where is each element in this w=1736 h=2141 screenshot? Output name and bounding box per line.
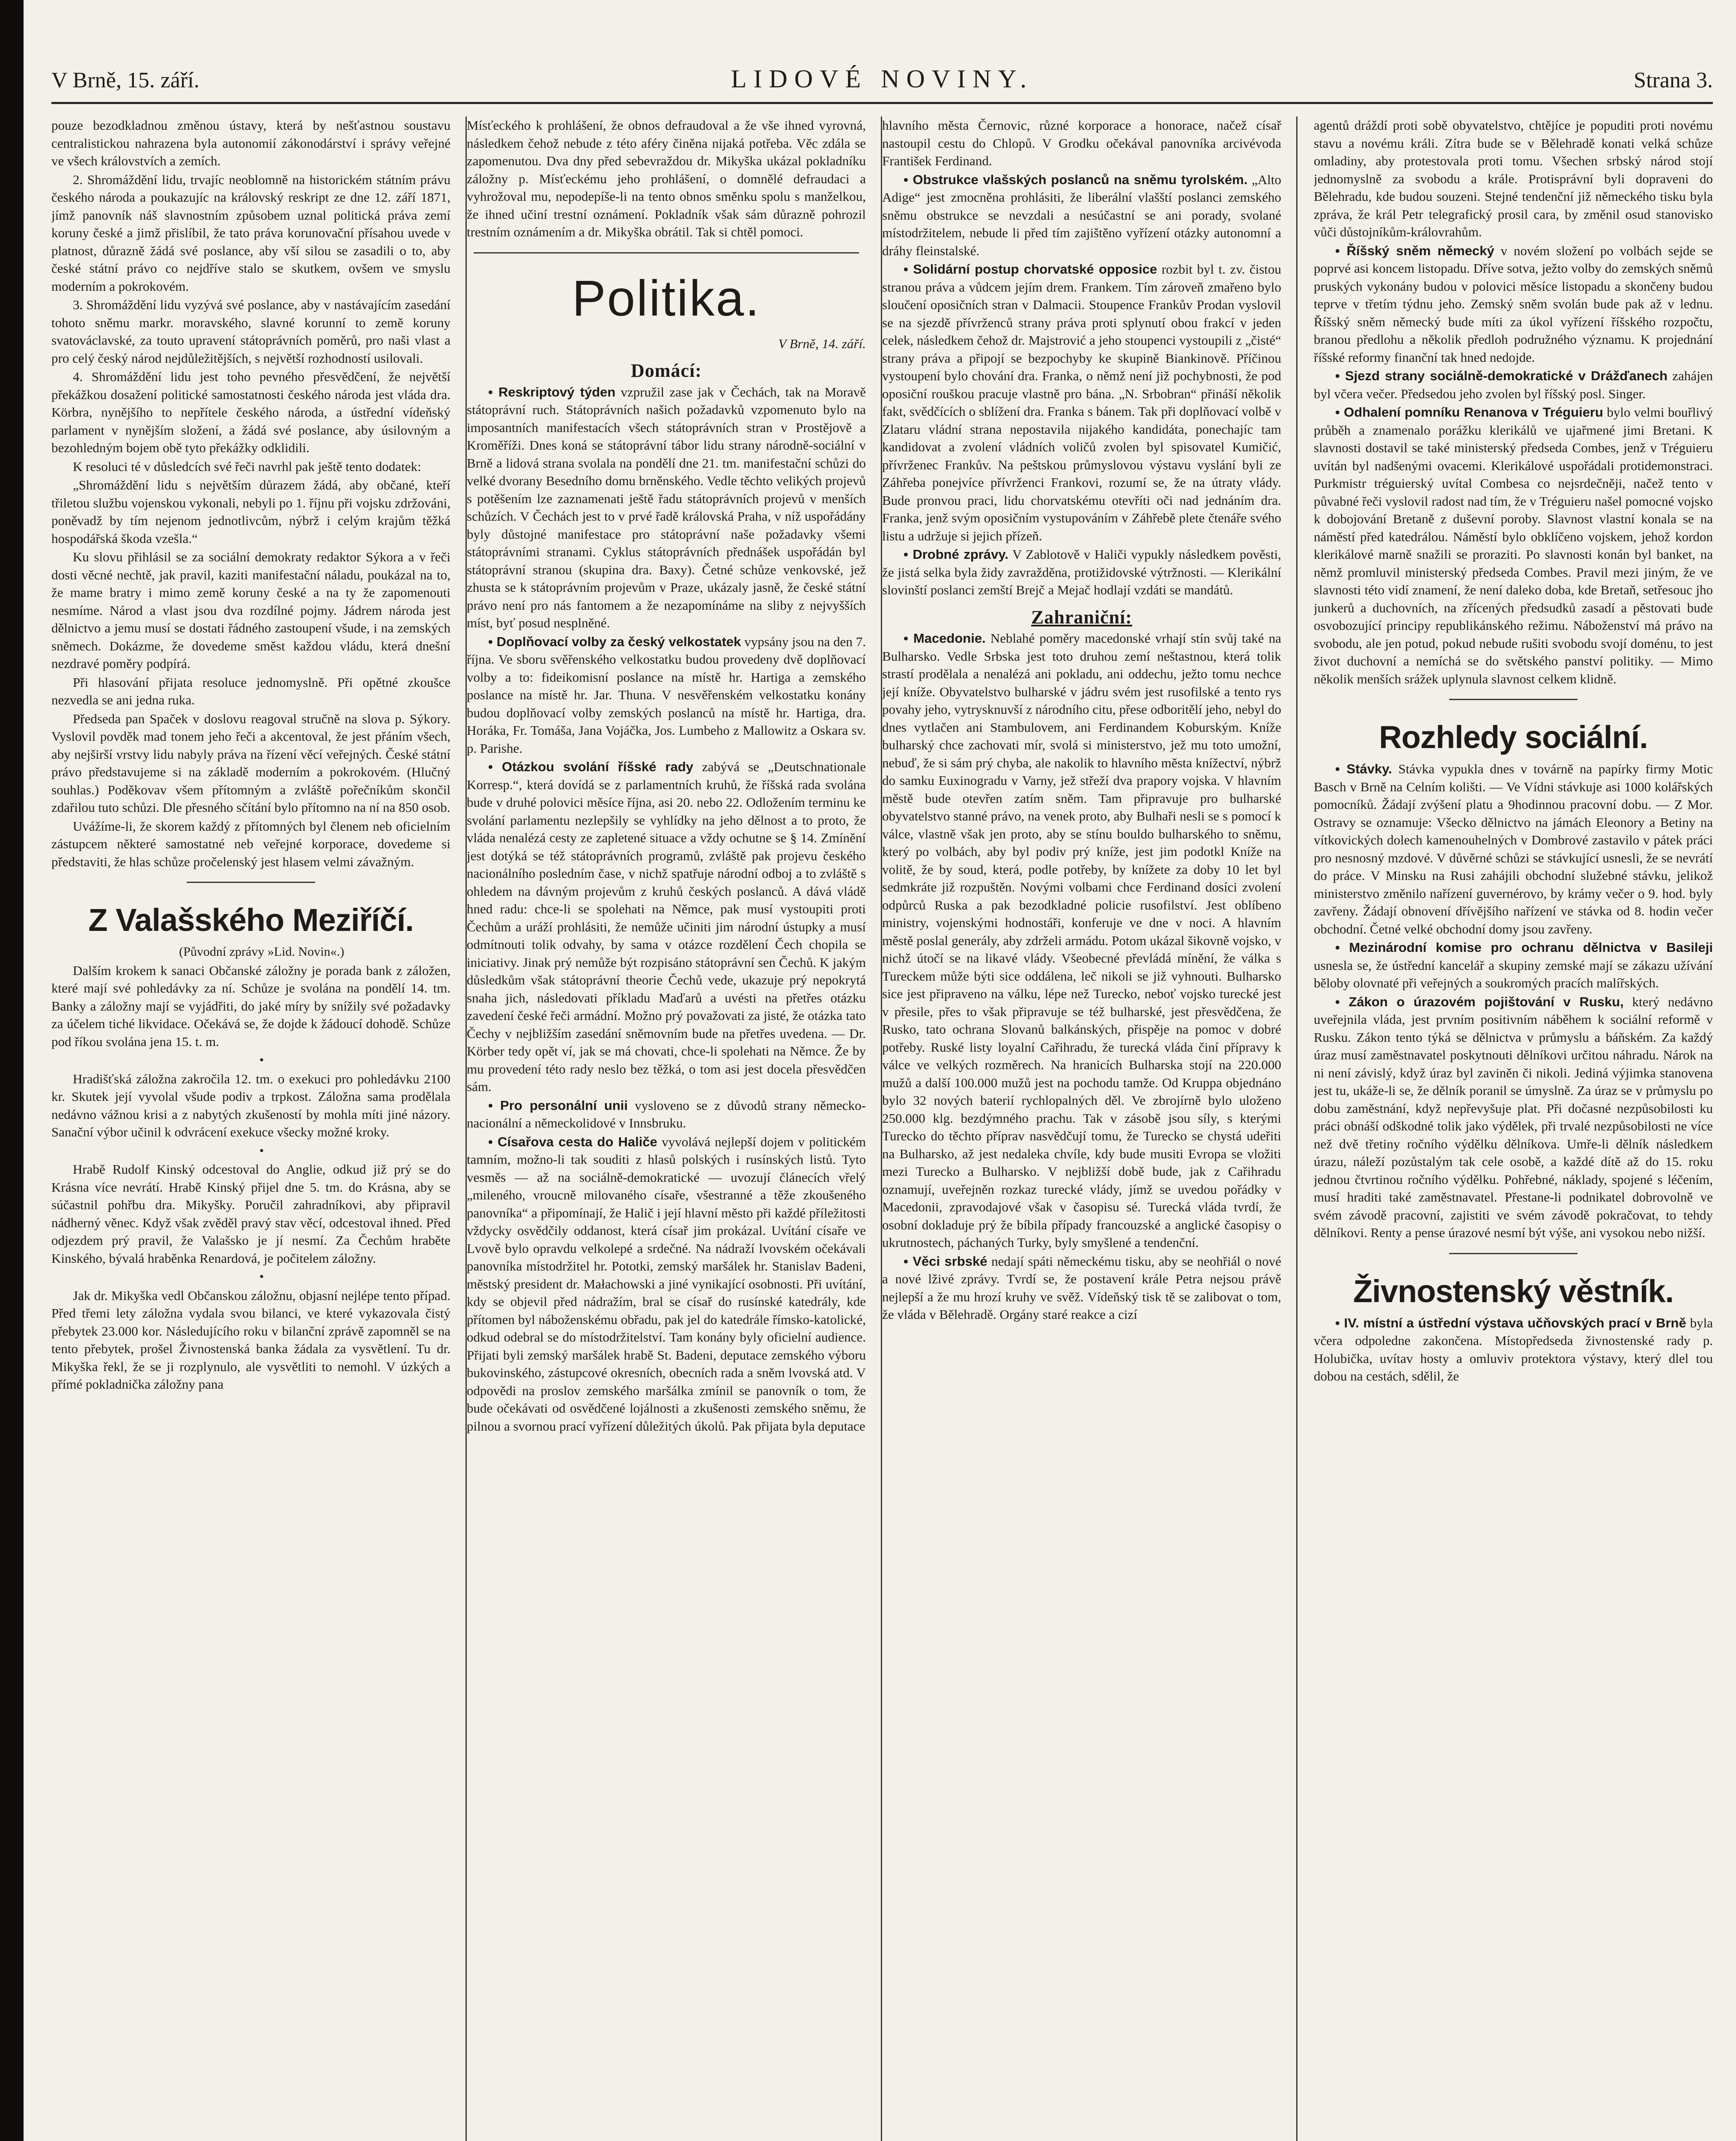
section-title-politika: Politika.	[572, 270, 761, 327]
dateline: V Brně, 14. září.	[778, 336, 866, 351]
article	[1314, 760, 1713, 938]
article	[882, 1252, 1281, 1324]
separator-star: •	[259, 1270, 264, 1284]
article-heading: • Císařova cesta do Haliče	[488, 1134, 657, 1149]
paragraph: K resoluci té v důsledcích své řeči navrhl pak ještě tento dodatek:	[73, 459, 421, 474]
article-body: zabývá se „Deutschnationale Korresp.“, která dovídá se z parlamentních kruhů, že říšská rada svolána bude v druhé polovici měsíce října, asi 20. nebo 22. Odložením terminu ke svolání parlamentu nezlepšily se vyhlídky na jeho dělnost a to proto, že vláda nenalézá cesty ze zapletené situace a vždy ochutne se § 14. Zmínění jest dotýká se též státoprávních programů, zvláště pak projevu českého nacionálního posledním čase, v nichž spatřuje národní odboj a to zvláště s ohledem na dávným projevům z kruhů českých poslanců. A dává vládě hned radu: chce-li se spolehati na Němce, pak musí vystoupiti proti Čechům a uráží prohlásiti, že nemůže učiniti jim národní ústupky a musí odmítnouti tolik odvahy, by sama v otázce rozdělení Čech chopila se iniciativy. Jinak prý nemůže být rozpisáno státoprávní sen Čechů. K jakým důsledkům však státoprávní theorie Čechů vede, ukazuje prý nepokrytá snaha jich, následovati příkladu Maďarů a uvésti na přetřes otázku zavedení české řeči armádní. Možno prý považovati za jisté, že otázka tato Čechy v nejbližším zasedání sněmovním bude na přetřes uvedena. — Dr. Körber tedy opět ví, jak se má chovati, chce-li spolehati na Němce. Že by mu provedení této rady neslo bez těžká, o tom asi jest docela přesvědčen sám.	[467, 759, 866, 1094]
article-heading: • Stávky.	[1335, 761, 1392, 776]
article-heading: • IV. místní a ústřední výstava učňovských prací v Brně	[1335, 1315, 1686, 1330]
article	[1314, 367, 1713, 403]
article	[882, 546, 1281, 599]
article-heading: • Pro personální unii	[488, 1097, 628, 1113]
article	[882, 260, 1281, 545]
article-heading: • Macedonie.	[904, 631, 986, 646]
section-divider	[474, 252, 859, 253]
article-heading: • Otázkou svolání říšské rady	[488, 759, 694, 774]
article	[1314, 1314, 1713, 1385]
article-body: který nedávno uveřejnila vláda, jest prvním positivním náběhem k sociální reformě v Rusku. Zákon tento týká se dělnictva v průmyslu a báňském. Za každý úraz musí zaměstnavatel poskytnouti dělníkovi určitou náhradu. Nárok na ni není závislý, když úraz byl zaviněn či nikoli. Jediná výjimka stanovena jest tu, ukáže-li se, že dělník poranil se úmyslně. Za úraz se v průmyslu po dobu zaměstnání, když nepřevyšuje plat. Při dočasné nezpůsobilosti ku práci obnáší odškodné tolik jako výdělek, při trvalé nezpůsobilosti ne více než dvě třetiny ročního výdělku dělníkova. Umře-li dělník následkem úrazu, náleží pozůstalým tak cele osobě, a každé dítě až do 15. roku jednou čtvrtinou ročního výdělku. Pohřebné, náklady, spojené s léčením, musí hraditi také zaměstnavatel. Přestane-li podnikatel dobrovolně ve svém závodě pracovní, zajistiti ve svém závodě pokračovat, to tehdy dělníkovi. Renty a pense úrazové nesmí být výše, ani vysokou nebo nižší.	[1314, 994, 1713, 1240]
separator-star: •	[259, 1143, 264, 1158]
paragraph: Hradišťská záložna zakročila 12. tm. o exekuci pro pohledávku 2100 kr. Skutek její vyvolal všude podiv a trpkost. Záložna sama prodělala nedávno vážnou krisi a z nabytých zkušeností by mohla míti jiné názory. Sanační výbor učinil k odvrácení exekuce všecky možné kroky.	[51, 1071, 450, 1139]
column-2	[467, 116, 866, 2141]
section-title-valassko: Z Valašského Meziříčí.	[88, 902, 414, 938]
article-body: V Zablotově v Haliči vypukly následkem pověsti, že jistá selka byla židy zavražděna, protižidovské výtržnosti. — Klerikální slovinští poslanci zemští Brejč a Mejač hodlají vzdáti se mandátů.	[882, 547, 1281, 597]
section-divider	[1449, 1253, 1578, 1254]
article-heading: • Sjezd strany sociálně-demokratické v Drážďanech	[1335, 368, 1668, 383]
article	[1314, 242, 1713, 367]
article-body: bylo velmi bouřlivý průběh a znamenalo porážku klerikálů ve ujařmené jimi Bretani. K slavnosti dostavil se také ministerský předseda Combes, jenž v Tréguieru uvítán byl nadšenými ovacemi. Klerikálové uspořádali protidemonstraci. Purkmistr tréguierský uvítal Combesa co nejsrdečněji, načež tento v půvabné řeči vyslovil radost nad tím, že v Tréguieru našel pomocné vojsko k dobojování Bretaně z duševní poroby. Slavnost vlastní konala se na náměstí před katedrálou. Náměstí bylo obklíčeno vojskem, jehož kordon klerikálové marně snažili se proraziti. Po slavnosti konán byl banket, na němž promluvil ministerský předseda Combes. Pravil mezi jiným, že ve slavnosti této vidí znamení, že není daleko doba, kde Bretaň, setřesouc jho junkerů a duchovních, na zřícených předsudků zasadí a pěstovati bude osvobozující principy republikánského režimu. Náboženství má právo na svobodu, ale jen potud, pokud nebude rušiti svobodu svojí doménu, to jest život duchovní a nemíchá se do světského panství politiky. — Mimo několik menších srážek uplynula slavnost celkem klidně.	[1314, 405, 1713, 686]
column-3	[882, 116, 1281, 2141]
article	[467, 633, 866, 757]
article	[1314, 403, 1713, 688]
article	[467, 383, 866, 632]
paragraph: Dalším krokem k sanaci Občanské záložny je porada bank z záložen, které mají své pohledávky za ní. Schůze je svolána na pondělí 14. tm. Banky a záložny mají se vyjádřiti, do jaké míry by snížily své požadavky za účelem tiché likvidace. Očekává se, že dojde k žádoucí dohodě. Schůze pod říkou svolána jena 15. t. m.	[51, 963, 450, 1049]
section-title-rozhledy: Rozhledy sociální.	[1379, 719, 1648, 755]
section-divider	[187, 882, 315, 883]
article-body: vyvolává nejlepší dojem v politickém tamním, možno-li tak souditi z hlasů polských i rusínských listů. Tyto vesměs — až na sociálně-demokratické — uvozují článecích vřelý „mileného, vroucně milovaného císaře, všestranné a těže zkoušeného panovníka“ a připomínají, že Halič i její hlavní město při každé příležitosti vždycky osvědčily oddanost, která císař jim prokázal. Uvítání císaře ve Lvově bylo opravdu velkolepé a srdečné. Na nádraží lvovském očekávali panovníka místodržitel hr. Pototki, zemský maršálek hr. Stanislav Badeni, městský president dr. Małachowski a jiné vynikající osobnosti. Při uvítání, kdy se objevil před nádražím, bral se císař do rusínské katedrály, kde přítomen byl náboženskému obřadu, pak jel do katedrále římsko-katolické, odkud odebral se do místodržitelství. Tam konány byly oficielní audience. Přijati byli zemský maršálek hrabě St. Badeni, deputace zemského výboru bukovinského, zástupcové okresních, obecních rada a sněm lvovská atd. V odpovědi na proslov zemského maršálka zmínil se panovník o tom, že bude očekávati od osvědčené lojálnosti a zkušenosti zemského sněmu, že pilnou a svornou prací vyřízení důležitých úkolů. Pak přijata byla deputace	[467, 1134, 866, 1434]
paragraph: pouze bezodkladnou změnou ústavy, která by nešťastnou soustavu centralistickou nahrazena byla autonomií zákonodárství i správy veřejné ve všech královstvích a zemích.	[51, 118, 450, 168]
article-body: zahájen byl včera večer. Předsedou jeho zvolen byl říšský posl. Singer.	[1314, 368, 1713, 401]
article	[1314, 939, 1713, 992]
section-title-zivnostensky: Živnostenský věstník.	[1353, 1273, 1674, 1309]
article	[467, 1097, 866, 1132]
article-body: vzpružil zase jak v Čechách, tak na Moravě státoprávní ruch. Státoprávních našich požadavků vzpomenuto bylo na imposantních manifestacích všech státoprávních stran v Prostějově a Kroměříži. Dnes koná se státoprávní tábor lidu strany národně-sociální v Brně a lidová strana svolala na pondělí dne 21. tm. manifestační schůzi do velké dvorany Besedního domu brněnského. Vedle těchto velikých projevů s potěšením lze zaznamenati ještě řadu státoprávních projevů v menších schůzích. V Čechách jest to v prvé řadě královská Praha, v níž uspořádány byly důstojné manifestace pro státoprávní naše požadavky všemi státoprávními stranami. Cyklus státoprávních přednášek uspořádán byl státoprávní stranou (skupina dra. Baxy). Četné schůze venkovské, jež zhusta se k státoprávním projevům v Praze, ukázaly jasně, že české státní právo není pro nás fantomem a že nezapomínáme na sliby z nejvyšších míst, byť posud nesplněné.	[467, 384, 866, 630]
separator-star: •	[259, 1053, 264, 1067]
article-body: nedají spáti německému tisku, aby se neohřiál o nové a nové lživé zprávy. Tvrdí se, že postavení krále Petra nejsou právě nejlepší a že mu hrozí kruhy ve svěž. Vídeňský tisk tě se zalibovat o tom, že vláda v Bělehradě. Orgány staré reakce a cizí	[882, 1253, 1281, 1322]
article-body: rozbit byl t. zv. čistou stranou práva a vůdcem jejím drem. Frankem. Tím zároveň zmařeno bylo sloučení oposičních stran v Dalmacii. Stoupence Frankův Prodan vyslovil se na sjezdě přívrženců strany práva proti splynutí obou frakcí v jeden celek, následkem čehož dr. Majstrović a jeho stoupenci vystoupili z „čisté“ strany práva a připojí se bezpochyby ke skupině Biankinově. Příčinou vystoupení bylo chování dra. Franka, o němž není již pochybnosti, že pod oposiční rouškou pracuje vlastně pro bána. „N. Srbobran“ přináší několik fakt, svědčících o sblížení dra. Franka s bánem. Tak při doplňovací volbě v Zlataru vládní strana nepostavila nijakého kandidáta, ponechajíc tam kandidovat a zvolení vládních voličů zvolen byl spisovatel Kumičić, přívrženec Frankův. Na peštskou průmyslovou výstavu vyslání byli ze Záhřeba ponejvíce přívrženci Frankovi, rozumí se, že na útraty vlády. Bude pronvou praci, lidu chorvatskému otevříti oči nad jednáním dra. Franka, jenž svým oposičním vystupováním v Záhřebě plete čtenáře svého listu a udržuje si jejich přízeň.	[882, 262, 1281, 543]
newspaper-title: LIDOVÉ NOVINY.	[731, 65, 1034, 93]
article-heading: • Věci srbské	[904, 1253, 987, 1269]
paragraph: Jak dr. Mikyška vedl Občanskou záložnu, objasní nejlépe tento případ. Před třemi lety záložna vydala svou bilanci, ve které vykazovala čistý přebytek 23.000 kor. Následujícího roku v bilanční zprávě zapomněl se na tento přebytek, prošel Živnostenská banka žádala za vysvětlení. Tu dr. Mikyška řekl, že se ji rozplynulo, ale vysvětliti to nemohl. V úzkých a přímé pokladnička záložny pana	[51, 1288, 450, 1392]
paragraph: 2. Shromáždění lidu, trvajíc neoblomně na historickém státním právu českého národa a poukazujíc na královský reskript ze dne 12. září 1871, jímž panovník náš slavnostním způsobem uznal politická práva zemí koruny české a jimž přislíbil, že tato práva korunovační přísahou uvede v platnost, důrazně žádá své poslance, aby vší silou se zasadili o to, aby české státní právo co nejdříve stalo se skutkem, ovšem ve smyslu moderním a pokrokovém.	[51, 172, 450, 294]
section-divider	[1449, 699, 1578, 700]
article-body: vypsány jsou na den 7. října. Ve sboru svěřenského velkostatku budou provedeny dvě doplňovací volby a to: fideikomisní poslance na místě hr. Hartiga a zemského poslance na místě hr. Jar. Thuna. V nesvěřenském velkostatku konány budou doplňovací volby zemských poslanců na místě hr. Hartiga, dra. Horáka, Fr. Tomáša, Jana Vojáčka, Jos. Lumbeho z Mallowitz a Oskara sv. p. Parishe.	[467, 634, 866, 756]
header-date: V Brně, 15. září.	[51, 68, 200, 92]
article-heading: • Říšský sněm německý	[1335, 243, 1494, 258]
article-heading: • Doplňovací volby za český velkostatek	[488, 634, 741, 649]
article-body: Stávka vypukla dnes v továrně na papírky firmy Motic Basch v Brně na Celním kolišti. — Ve Vídni stávkuje asi 1000 kolářských pomocníků. Žádají zvýšení platu a 9hodinnou pracovní dobu. — Z Mor. Ostravy se oznamuje: Všecko dělnictvo na jámách Eleonory a Betiny na vítkovických dolech kamenouhelných v Dombrové zastavilo v pátek práci pro nesnosný mzdové. V důvěrné schůzi se stávkující usnesli, že se nevrátí do práce. V Minsku na Rusi zahájili obchodní služebné stávku, jelikož ministerstvo změnilo nařízení guvernérovo, by krámy večer o 9. hod. byly zavřeny. Žádají obnovení dřívějšího nařízení ve stávka od 8. hodin večer obchodní. Četné velké obchodní domy jsou zavřeny.	[1314, 761, 1713, 936]
article-heading: • Obstrukce vlašských poslanců na sněmu tyrolském.	[904, 172, 1248, 187]
binding-edge	[0, 0, 24, 2141]
column-4	[1314, 116, 1713, 2141]
paragraph: Ku slovu přihlásil se za sociální demokraty redaktor Sýkora a v řeči dosti věcné nechtě, jak pravil, kaziti manifestační náladu, poukázal na to, že mame bratry i mimo země koruny české a na ty že zapomenouti nesmíme. Národ a vlast jsou dva rozdílné pojmy. Jádrem národa jest dělnictvo a jemu musí se dostati řádného zastoupení všude, i na zemských sněmech. Dokázme, že dovedeme směst každou vládu, která dnešní nezdravé poměry podpírá.	[51, 549, 450, 671]
article-heading: • Mezinárodní komise pro ochranu dělnictva v Basileji	[1335, 940, 1713, 955]
article-heading: • Reskriptový týden	[488, 384, 616, 400]
article	[882, 629, 1281, 1252]
article	[467, 1133, 866, 1435]
paragraph: Hrabě Rudolf Kinský odcestoval do Anglie, odkud již prý se do Krásna více nevrátí. Hrabě Kinský přijel dne 5. tm. do Krásna, aby se súčastnil pohřbu dra. Mikyšky. Poručil zahradníkovi, aby připravil nádherný věnec. Když však zvěděl pravý stav věcí, odcestoval ihned. Před odjezdem prý pravil, že Valašsko je jí nesmí. Za Čechům hraběte Kinského, bývalá hraběnka Renardová, je počitelem záložny.	[51, 1162, 450, 1266]
page-number: Strana 3.	[1634, 68, 1713, 92]
article-body: usnesla se, že ústřední kancelář a skupiny zemské mají se zákazu užívání běloby olovnaté při veřejných a soukromých pracích malířských.	[1314, 957, 1713, 990]
paragraph: hlavního města Černovic, různé korporace a honorace, načež císař nastoupil cestu do Chlopů. V Grodku očekával panovníka arcivévoda František Ferdinand.	[882, 118, 1281, 168]
article-body: v novém složení po volbách sejde se poprvé asi koncem listopadu. Dříve sotva, ježto volby do zemských sněmů pruských vykonány budou v polovici měsíce listopadu a skončeny budou teprve v třetím týdnu jeho. Zemský sněm svolán bude pak až v lednu. Říšský sněm německý bude míti za úkol vyřízení říšského rozpočtu, branou předlohu a několik předloh podružného významu. K projednání říšské reformy finanční tak hned nedojde.	[1314, 243, 1713, 365]
columns	[51, 116, 1713, 2141]
paragraph: Při hlasování přijata resoluce jednomyslně. Při opětné zkoušce nezvedla se ani jedna ruka.	[51, 674, 450, 707]
header-rule	[51, 102, 1713, 104]
subsection-zahranicni: Zahraniční:	[1031, 606, 1132, 628]
paragraph: Mísťeckého k prohlášení, že obnos defraudoval a že vše ihned vyrovná, následkem čehož nebude z této aféry činěna nijaká potřeba. Věc zdála se zapomenutou. Dva dny před sebevraždou dr. Mikyška ukázal pokladníku záložny p. Mísťeckému jeho prohlášení, o domnělé defraudaci a vyhrožoval mu, nepodepíše-li na tento obnos směnku spolu s manželkou, že ihned učiní trestní oznámení. Pokladník však sám důrazně pohrozil trestním oznámením a dr. Mikyška obrátil. Tak si chtěl pomoci.	[467, 118, 866, 239]
section-source: (Původní zprávy »Lid. Novin«.)	[179, 945, 344, 959]
paragraph: agentů dráždí proti sobě obyvatelstvo, chtějíce je popuditi proti novému stavu a novému králi. Zítra bude se v Bělehradě konati velká schůze omladiny, aby protestovala proti tomu. Všechen srbský národ stojí jednomyslně za svobodu a krále. Protisprávní byli dopraveni do Bělehradu, kde budou souzeni. Stejné tendenční již německého tisku byla zpráva, že král Petr telegrafický prosil cara, by změnil osud stanovisko vůči důstojníkům-královrahům.	[1314, 118, 1713, 239]
page-header	[51, 64, 1713, 98]
article-heading: • Solidární postup chorvatské opposice	[904, 262, 1157, 277]
article-heading: • Odhalení pomníku Renanova v Tréguieru	[1335, 405, 1603, 420]
article-heading: • Drobné zprávy.	[904, 547, 1008, 562]
paragraph: „Shromáždění lidu s největším důrazem žádá, aby občané, kteří třiletou službu vojenskou vykonali, nebyli po 1. říjnu při vojsku zdržováni, poněvadž by tím nejenom jednotlivcům, nýbrž i celým krajům těžká hospodářská škoda vzešla.“	[51, 477, 450, 546]
subsection-domaci: Domácí:	[631, 360, 702, 381]
column-1	[51, 116, 450, 2141]
article-body: byla včera odpoledne zakončena. Místopředseda živnostenské rady p. Holubička, uvítav hosty a omluviv protektora výstavy, který dlel tou dobou na cestách, sdělil, že	[1314, 1315, 1713, 1384]
article-body: Neblahé poměry macedonské vrhají stín svůj také na Bulharsko. Vedle Srbska jest toto druhou zemí neštastnou, která tolik strastí prodělala a nenalézá ani pokladu, ani oddechu, ježto tomu nechce její kníže. Obyvatelstvo bulharské v jádru svém jest rusofilské a tento rys povahy jeho, vytrysknuvší z národního citu, přese odboritělí jeho, nebyl do dnes vytlačen ani Stambulovem, ani Ferdinandem Koburským. Kníže bulharský chce zachovati mír, svolá si ministerstvo, jež mu toto umožní, nebuď, že si sám prý chyba, ale nakolik to hlavního města knížectví, nýbrž do samku Euxinogradu v Varny, jež střeží dva prapory vojska. V hlavním městě bude otevřen zatím sněm. Tam připravuje pro bulharské obyvatelstvo stanné právo, na venek proto, aby Bulhaři nesli se s pomocí k válce, vlastně však jen proto, aby se stínu bouldo bulharského to sněmu, který po volbách, aby byl podiv prý kníže, jest jim podotkl Kníže na volitě, že by soud, která, podle potřeby, by knížete za doby 10 let byl sedmkráte již rozpuštěn. Novými volbami chce Ferdinand dosíci zvolení odpůrců Ruska a pak bezodkladné policie rusofilství. Jest oblíbeno ministry, vojenskými hodnostáři, konferuje ve dne v noci. A hlavním městě poslal generály, aby zdrželi armádu. Potom ukázal šikovně vojsko, v nichž útočí se na likavé vlády. Všeobecné převládá mínění, že válka s Tureckem může býti sice oddálena, leč nikoli se již vyhnouti. Bulharsko sice jest připraveno na válku, lépe než Turecko, neboť vojsko turecké jest v přesile, přes to však připravuje se též bulharské, jest přesvědčena, že Rusko, tato ochrana Slovanů balkánských, přispěje na pomoc v dobré potřeby. Ruské listy loyalní Cařihradu, že turecká vláda činí přípravy k válce ve velkých rozměrech. Na hranicích Bulharska stojí na 220.000 mužů a další 100.000 mužů jest na pochodu tamže. Od Kruppa objednáno bylo 32 nových baterií rychlopalných děl. Ve zbrojírně bylo uloženo 250.000 klg. bezdýmného prachu. Tak v zásobě jsou síly, s kterými Turecko do těchto příprav nasvědčují tomu, že Turecko se chystá udeřiti na Bulharsko, až jest nedaleka chvíle, kdy bude musiti Evropa se vložiti mezi Turecko a Bulharsko. V nejbližší době bude, jak z Cařihradu oznamují, uveřejněn rozkaz turecké vlády, jímž se uvedou pořádky v Macedonii, zpravodajové však v časopisu sé. Turecká vláda tvrdí, že osobní dokladuje prý že bíbila případy francouzské a anglické časopisy o ukrutnostech, páchaných Turky, byly smyšlené a tendenční.	[882, 631, 1281, 1250]
article-heading: • Zákon o úrazovém pojištování v Rusku,	[1335, 994, 1624, 1009]
paragraph: Uvážíme-li, že skorem každý z přítomných byl členem neb oficielním zástupcem některé samostatné neb veřejné korporace, dovedeme si představiti, že hlas schůze pročelenský jest hlasem velmi závažným.	[51, 818, 450, 869]
paragraph: 3. Shromáždění lidu vyzývá své poslance, aby v nastávajícím zasedání tohoto sněmu markr. moravského, slavné korunní to země koruny svatováclavské, za touto upravení státoprávních poměrů, pro naši vlast a pro celý český národ nejdůležitějších, s největší rozhodností usilovali.	[51, 297, 450, 366]
article	[1314, 993, 1713, 1242]
article	[882, 171, 1281, 260]
paragraph: 4. Shromáždění lidu jest toho pevného přesvědčení, že největší překážkou dosažení politické samostatnosti českého národa jest vláda dra. Körbra, nynějšího to nepřítele českého národa, a ústřední vídeňský parlament v nynějším složení, a žádá své poslance, aby úsilovným a bezohledným bojem obě tyto překážky odklidili.	[51, 369, 450, 455]
paragraph: Předseda pan Spaček v doslovu reagoval stručně na slova p. Sýkory. Vyslovil povděk mad tonem jeho řeči a akcentoval, že jest přáním všech, aby nejširší vrstvy lidu nabyly práva na řízení věcí veřejných. České státní právo představujeme si na základě moderním a pokrokovém. (Hlučný souhlas.) Poděkovav všem přítomným a zvláště pořečníkům skončil zdařilou tuto schůzi. Dle přesného sčítání bylo přítomno na ní na 850 osob.	[51, 711, 450, 815]
article-body: vysloveno se z důvodů strany německo-nacionální a německolidové v Innsbruku.	[467, 1097, 866, 1130]
article	[467, 758, 866, 1096]
article-body: „Alto Adige“ jest zmocněna prohlásiti, že liberální vlašští poslanci zemského sněmu obstrukce se nevzdali a nesúčastní se ani porady, svolané místodržitelem, nebude li před tím zajištěno vyřízení otázky autonomní a dráhy fleinstalské.	[882, 172, 1281, 258]
